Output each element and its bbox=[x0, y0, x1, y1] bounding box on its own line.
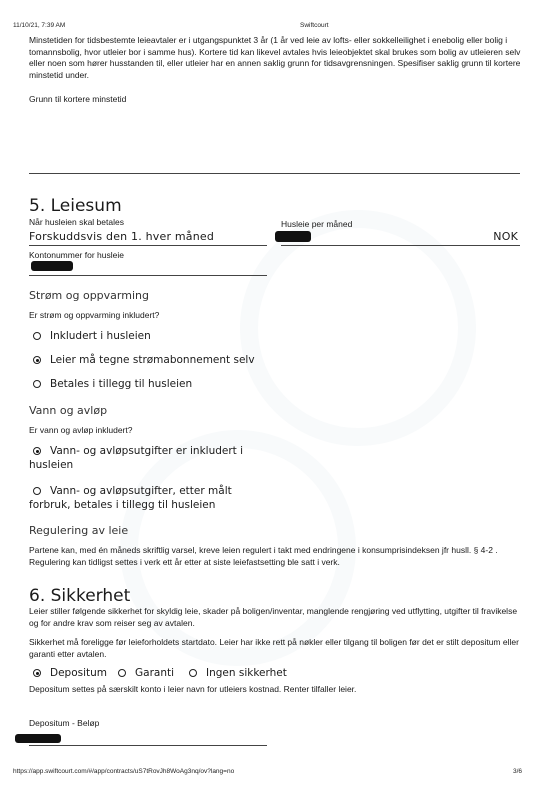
print-url: https://app.swiftcourt.com/#/app/contracts/uS7tRovJh8WoAg3nq/ov?lang=no bbox=[13, 768, 235, 775]
radio-unchecked-icon bbox=[118, 669, 126, 677]
water-option-metered[interactable] bbox=[29, 484, 269, 512]
power-question: Er strøm og oppvarming inkludert? bbox=[29, 310, 160, 320]
account-number-underline bbox=[29, 275, 267, 276]
power-option-label: Inkludert i husleien bbox=[50, 330, 151, 342]
redacted-amount bbox=[275, 231, 311, 242]
radio-checked-icon bbox=[33, 447, 41, 455]
radio-unchecked-icon bbox=[33, 487, 41, 495]
rent-amount-field[interactable] bbox=[281, 230, 520, 245]
security-option-guarantee[interactable] bbox=[118, 666, 174, 680]
security-text: Leier stiller følgende sikkerhet for skyldig leie, skader på boligen/inventar, manglende rengjøring ved utflytting, utgifter til fravikelse og for andre krav som reiser seg av avtalen. bbox=[29, 606, 518, 628]
security-option-none[interactable] bbox=[189, 666, 287, 680]
regulation-text: Partene kan, med én måneds skriftlig varsel, kreve leien regulert i takt med endringene i konsumprisindeksen jfr husll. § 4-2 . Regulering kan tidligst settes i verk ett år etter at siste leiefastsetting ble satt i verk. bbox=[29, 545, 498, 567]
deposit-note: Depositum settes på særskilt konto i leier navn for utleiers kostnad. Renter tilfaller leier. bbox=[29, 684, 357, 694]
radio-unchecked-icon bbox=[33, 380, 41, 388]
rent-due-field[interactable]: Forskuddsvis den 1. hver måned bbox=[29, 230, 215, 243]
rent-due-label: Når husleien skal betales bbox=[29, 217, 124, 227]
account-number-label: Kontonummer for husleie bbox=[29, 250, 124, 260]
deposit-amount-field[interactable] bbox=[29, 729, 267, 745]
radio-unchecked-icon bbox=[189, 669, 197, 677]
power-option-own-subscription[interactable] bbox=[33, 353, 255, 367]
deposit-amount-underline bbox=[29, 745, 267, 746]
water-question: Er vann og avløp inkludert? bbox=[29, 425, 133, 435]
radio-checked-icon bbox=[33, 669, 41, 677]
print-datetime: 11/10/21, 7:39 AM bbox=[13, 22, 66, 29]
water-option-included[interactable] bbox=[29, 444, 249, 472]
redacted-deposit-amount bbox=[15, 734, 61, 743]
rent-due-underline bbox=[29, 245, 267, 246]
print-site-name: Swiftcourt bbox=[300, 22, 329, 29]
security-option-label: Garanti bbox=[135, 667, 175, 679]
water-option-label: Vann- og avløpsutgifter, etter målt forbruk, betales i tillegg til husleien bbox=[29, 485, 232, 511]
print-page-number: 3/6 bbox=[513, 768, 523, 775]
rent-amount-label: Husleie per måned bbox=[281, 219, 353, 229]
minimum-term-text: Minstetiden for tidsbestemte leieavtaler er i utgangspunktet 3 år (1 år ved leie av lofts- eller sokkelleilighet i enebolig eller bolig i tomannsbolig, hvor utleier bor i samme hus). Kortere tid kan likevel avtales hvis leieobjektet skal brukes som bolig av utleieren selv eller noen som hører husstanden til, eller utleier har en annen saklig grunn for tidsavgrensningen. Spesifiser saklig grunn til kortere minstetid under. bbox=[29, 35, 521, 80]
regulation-heading: Regulering av leie bbox=[29, 524, 129, 537]
radio-unchecked-icon bbox=[33, 332, 41, 340]
account-number-field[interactable] bbox=[29, 259, 267, 274]
reason-field-underline bbox=[29, 173, 520, 174]
water-heading: Vann og avløp bbox=[29, 404, 108, 417]
power-heading: Strøm og oppvarming bbox=[29, 289, 149, 302]
power-option-included[interactable] bbox=[33, 329, 151, 343]
power-option-extra[interactable] bbox=[33, 377, 192, 391]
security-option-label: Ingen sikkerhet bbox=[206, 667, 287, 679]
radio-checked-icon bbox=[33, 356, 41, 364]
security-option-deposit[interactable] bbox=[33, 666, 107, 680]
section-heading-rent: 5. Leiesum bbox=[29, 196, 122, 216]
rent-amount-underline bbox=[281, 245, 520, 246]
power-option-label: Leier må tegne strømabonnement selv bbox=[50, 354, 255, 366]
security-option-label: Depositum bbox=[50, 667, 108, 679]
currency-label: NOK bbox=[493, 230, 518, 243]
security-access-text: Sikkerhet må foreligge før leieforholdets startdato. Leier har ikke rett på nøkler eller tilgang til boligen før det er stilt depositum eller garanti etter avtalen. bbox=[29, 637, 519, 659]
section-heading-security: 6. Sikkerhet bbox=[29, 586, 131, 606]
deposit-amount-label: Depositum - Beløp bbox=[29, 718, 100, 728]
redacted-account-number bbox=[31, 261, 73, 271]
water-option-label: Vann- og avløpsutgifter er inkludert i husleien bbox=[29, 445, 244, 471]
power-option-label: Betales i tillegg til husleien bbox=[50, 378, 193, 390]
reason-field[interactable] bbox=[29, 104, 520, 174]
reason-label: Grunn til kortere minstetid bbox=[29, 94, 127, 104]
